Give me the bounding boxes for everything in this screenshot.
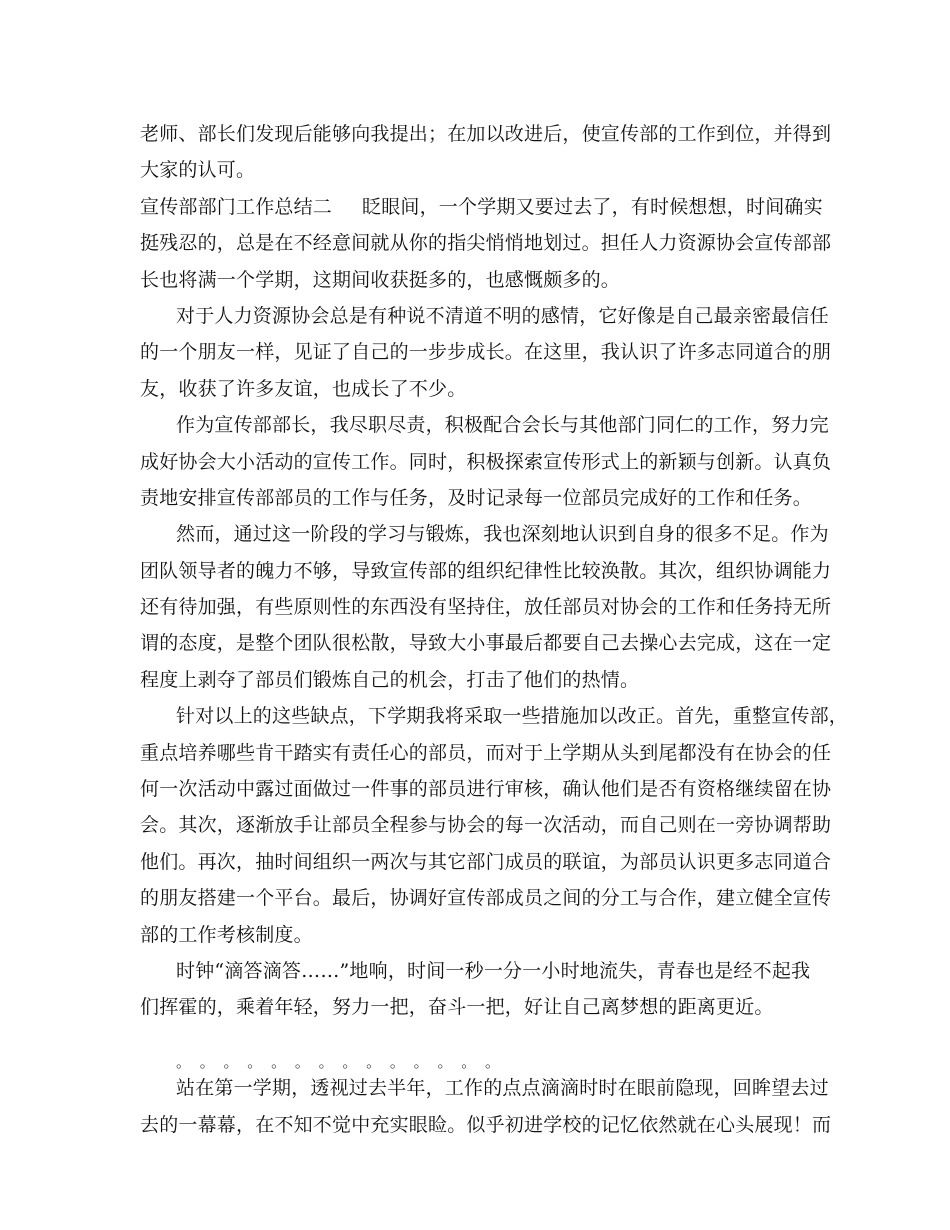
text-line: 的朋友搭建一个平台。最后，协调好宣传部成员之间的分工与合作，建立健全宣传: [140, 887, 832, 910]
text-line: 他们。再次，抽时间组织一两次与其它部门成员的联谊，为部员认识更多志同道合: [140, 850, 832, 873]
text-line: 的一个朋友一样，见证了自己的一步步成长。在这里，我认识了许多志同道合的朋: [140, 341, 832, 364]
text-line: 挺残忍的，总是在不经意间就从你的指尖悄悄地划过。担任人力资源协会宣传部部: [140, 232, 832, 255]
text-line: 还有待加强，有些原则性的东西没有坚持住，放任部员对协会的工作和任务持无所: [140, 596, 832, 619]
paragraph-first-line: 作为宣传部部长，我尽职尽责，积极配合会长与其他部门同仁的工作，努力完: [176, 414, 829, 437]
text-line: 团队领导者的魄力不够，导致宣传部的组织纪律性比较涣散。其次，组织协调能力: [140, 559, 832, 582]
text-line: 长也将满一个学期，这期间收获挺多的，也感慨颇多的。: [140, 268, 621, 291]
text-line: 老师、部长们发现后能够向我提出；在加以改进后，使宣传部的工作到位，并得到: [140, 123, 832, 145]
section-title: 宣传部部门工作总结二: [140, 195, 333, 218]
paragraph-first-line: 然而，通过这一阶段的学习与锻炼，我也深刻地认识到自身的很多不足。作为: [176, 523, 829, 546]
paragraph-first-line: 时钟“滴答滴答……”地响，时间一秒一分一小时地流失，青春也是经不起我: [176, 959, 811, 982]
separator-dots: 。 。 。 。 。 。 。 。 。 。 。 。 。 。: [176, 1052, 500, 1071]
text-line-tail: 眨眼间，一个学期又要过去了，有时候想想，时间确实: [362, 195, 823, 218]
text-line: 何一次活动中露过面做过一件事的部员进行审核，确认他们是否有资格继续留在协: [140, 778, 832, 801]
text-line: 去的一幕幕，在不知不觉中充实眼睑。似乎初进学校的记忆依然就在心头展现！而: [140, 1113, 832, 1136]
text-line: 谓的态度，是整个团队很松散，导致大小事最后都要自己去操心去完成，这在一定: [140, 632, 832, 655]
text-line: 会。其次，逐渐放手让部员全程参与协会的每一次活动，而自己则在一旁协调帮助: [140, 814, 832, 837]
paragraph-first-line: 对于人力资源协会总是有种说不清道不明的感情，它好像是自己最亲密最信任: [176, 304, 829, 327]
text-line: 程度上剥夺了部员们锻炼自己的机会，打击了他们的热情。: [140, 668, 640, 691]
paragraph-first-line: 站在第一学期，透视过去半年，工作的点点滴滴时时在眼前隐现，回眸望去过: [176, 1077, 829, 1100]
text-line: 友，收获了许多友谊，也成长了不少。: [140, 377, 467, 400]
text-line: 责地安排宣传部部员的工作与任务，及时记录每一位部员完成好的工作和任务。: [140, 486, 813, 509]
text-line: 们挥霍的，乘着年轻，努力一把，奋斗一把，好让自己离梦想的距离更近。: [140, 996, 774, 1019]
text-line: 大家的认可。: [140, 159, 256, 182]
paragraph-first-line: 针对以上的这些缺点，下学期我将采取一些措施加以改正。首先，重整宣传部，: [176, 705, 849, 728]
text-line: 部的工作考核制度。: [140, 923, 313, 946]
document-body: [140, 116, 849, 1143]
section-heading-line: [140, 189, 823, 225]
text-line: 成好协会大小活动的宣传工作。同时，积极探索宣传形式上的新颖与创新。认真负: [140, 450, 832, 473]
text-line: 重点培养哪些肯干踏实有责任心的部员，而对于上学期从头到尾都没有在协会的任: [140, 741, 832, 764]
